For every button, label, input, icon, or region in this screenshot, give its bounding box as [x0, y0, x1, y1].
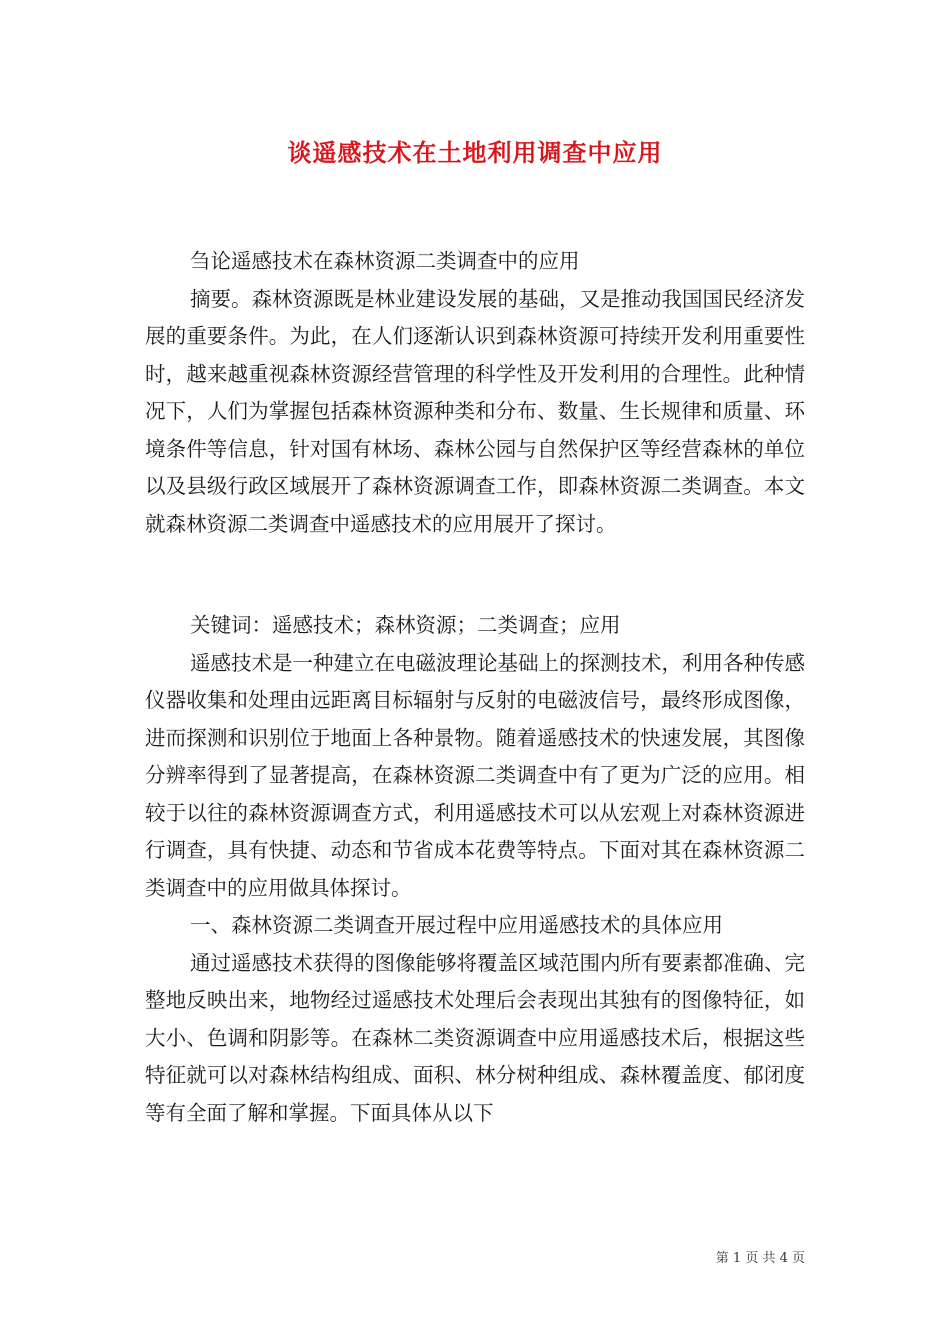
- paragraph-abstract: 摘要。森林资源既是林业建设发展的基础，又是推动我国国民经济发展的重要条件。为此，在人们逐渐认识到森林资源可持续开发利用重要性时，越来越重视森林资源经营管理的科学性及开发利用的合理性。此种情况下，人们为掌握包括森林资源种类和分布、数量、生长规律和质量、环境条件等信息，针对国有林场、森林公园与自然保护区等经营森林的单位以及县级行政区域展开了森林资源调查工作，即森林资源二类调查。本文就森林资源二类调查中遥感技术的应用展开了探讨。: [145, 286, 805, 536]
- page-number-footer: 第 1 页 共 4 页: [715, 1251, 805, 1266]
- paragraph-keywords: 关键词：遥感技术；森林资源；二类调查；应用: [190, 613, 621, 637]
- paragraph-intro: 遥感技术是一种建立在电磁波理论基础上的探测技术，利用各种传感仪器收集和处理由远距离目标辐射与反射的电磁波信号，最终形成图像，进而探测和识别位于地面上各种景物。随着遥感技术的快速发展，其图像分辨率得到了显著提高，在森林资源二类调查中有了更为广泛的应用。相较于以往的森林资源调查方式，利用遥感技术可以从宏观上对森林资源进行调查，具有快捷、动态和节省成本花费等特点。下面对其在森林资源二类调查中的应用做具体探讨。: [145, 650, 805, 900]
- paragraph-section-body: 通过遥感技术获得的图像能够将覆盖区域范围内所有要素都准确、完整地反映出来，地物经过遥感技术处理后会表现出其独有的图像特征，如大小、色调和阴影等。在森林二类资源调查中应用遥感技术后，根据这些特征就可以对森林结构组成、面积、林分树种组成、森林覆盖度、郁闭度等有全面了解和掌握。下面具体从以下: [145, 950, 805, 1125]
- document-title: 谈遥感技术在土地利用调查中应用: [287, 138, 663, 167]
- document-body: [145, 243, 805, 1132]
- paragraph-section-heading: 一、森林资源二类调查开展过程中应用遥感技术的具体应用: [190, 913, 723, 937]
- paragraph-subtitle: 刍论遥感技术在森林资源二类调查中的应用: [190, 249, 580, 273]
